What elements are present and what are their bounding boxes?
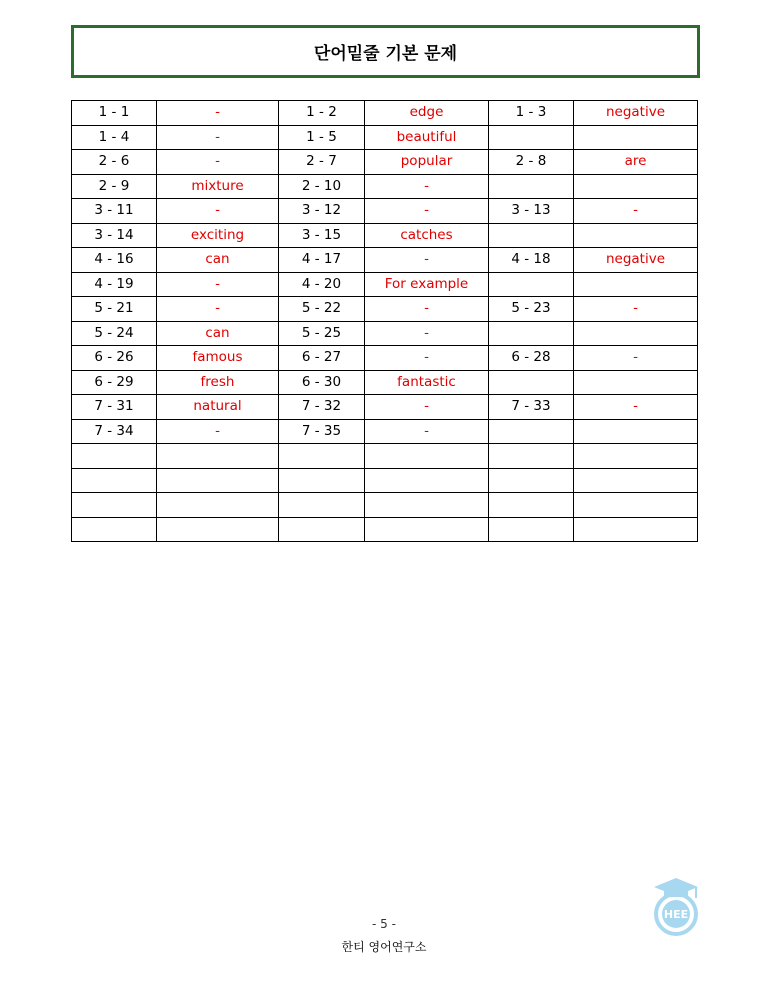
question-number-cell: 1 - 2 — [279, 101, 365, 126]
question-number-cell: 2 - 7 — [279, 150, 365, 175]
answer-cell: beautiful — [365, 125, 489, 150]
question-number-cell: 1 - 5 — [279, 125, 365, 150]
answer-cell — [157, 444, 279, 469]
question-number-cell — [72, 493, 157, 518]
answer-cell — [574, 272, 698, 297]
answer-cell — [365, 493, 489, 518]
question-number-cell: 1 - 4 — [72, 125, 157, 150]
question-number-cell — [489, 223, 574, 248]
question-number-cell — [489, 444, 574, 469]
question-number-cell: 5 - 22 — [279, 297, 365, 322]
question-number-cell — [279, 468, 365, 493]
answer-cell — [574, 468, 698, 493]
question-number-cell: 2 - 10 — [279, 174, 365, 199]
answer-cell: - — [157, 125, 279, 150]
question-number-cell — [489, 517, 574, 542]
answer-cell: mixture — [157, 174, 279, 199]
table-row — [72, 101, 698, 126]
table-row — [72, 468, 698, 493]
question-number-cell: 5 - 24 — [72, 321, 157, 346]
question-number-cell: 1 - 1 — [72, 101, 157, 126]
table-row — [72, 395, 698, 420]
question-number-cell: 7 - 33 — [489, 395, 574, 420]
answer-cell: - — [574, 346, 698, 371]
question-number-cell: 3 - 13 — [489, 199, 574, 224]
question-number-cell — [489, 419, 574, 444]
answer-cell: exciting — [157, 223, 279, 248]
question-number-cell: 5 - 21 — [72, 297, 157, 322]
answer-cell: fresh — [157, 370, 279, 395]
table-row — [72, 150, 698, 175]
answer-cell — [157, 493, 279, 518]
question-number-cell: 4 - 19 — [72, 272, 157, 297]
footer-text: 한티 영어연구소 — [341, 940, 427, 954]
question-number-cell: 6 - 28 — [489, 346, 574, 371]
question-number-cell — [489, 321, 574, 346]
question-number-cell: 4 - 18 — [489, 248, 574, 273]
answer-cell: - — [365, 297, 489, 322]
answer-cell: can — [157, 321, 279, 346]
question-number-cell: 6 - 30 — [279, 370, 365, 395]
question-number-cell: 7 - 34 — [72, 419, 157, 444]
answer-cell: - — [157, 150, 279, 175]
question-number-cell — [489, 272, 574, 297]
answer-cell: popular — [365, 150, 489, 175]
answer-cell — [365, 517, 489, 542]
question-number-cell — [279, 444, 365, 469]
table-row — [72, 517, 698, 542]
answer-cell — [365, 468, 489, 493]
question-number-cell — [489, 174, 574, 199]
page-number: - 5 - — [372, 917, 396, 931]
table-row — [72, 248, 698, 273]
table-row — [72, 321, 698, 346]
answer-cell — [574, 125, 698, 150]
question-number-cell: 6 - 29 — [72, 370, 157, 395]
answer-cell: negative — [574, 248, 698, 273]
answer-cell: - — [365, 174, 489, 199]
table-row — [72, 419, 698, 444]
question-number-cell: 3 - 11 — [72, 199, 157, 224]
question-number-cell: 4 - 16 — [72, 248, 157, 273]
answer-cell: negative — [574, 101, 698, 126]
question-number-cell — [72, 468, 157, 493]
page-title — [71, 25, 700, 78]
question-number-cell: 5 - 23 — [489, 297, 574, 322]
table-row — [72, 174, 698, 199]
answer-cell — [574, 321, 698, 346]
answer-cell — [157, 517, 279, 542]
answer-cell: catches — [365, 223, 489, 248]
answer-cell — [574, 223, 698, 248]
table-row — [72, 370, 698, 395]
answer-cell: - — [365, 199, 489, 224]
answer-cell: - — [157, 297, 279, 322]
answer-cell — [574, 517, 698, 542]
table-row — [72, 223, 698, 248]
question-number-cell — [489, 370, 574, 395]
question-number-cell — [279, 517, 365, 542]
answer-cell — [574, 444, 698, 469]
question-number-cell: 3 - 12 — [279, 199, 365, 224]
question-number-cell — [72, 517, 157, 542]
answer-cell — [574, 493, 698, 518]
question-number-cell — [279, 493, 365, 518]
answer-cell — [574, 370, 698, 395]
question-number-cell: 1 - 3 — [489, 101, 574, 126]
answer-cell: - — [365, 346, 489, 371]
answer-cell: - — [157, 101, 279, 126]
answer-cell — [365, 444, 489, 469]
question-number-cell — [489, 468, 574, 493]
answer-cell: For example — [365, 272, 489, 297]
question-number-cell: 7 - 31 — [72, 395, 157, 420]
question-number-cell: 2 - 9 — [72, 174, 157, 199]
question-number-cell: 6 - 27 — [279, 346, 365, 371]
logo-text: HEE — [663, 908, 689, 921]
question-number-cell: 2 - 8 — [489, 150, 574, 175]
table-row — [72, 272, 698, 297]
answer-cell: - — [574, 297, 698, 322]
question-number-cell: 7 - 32 — [279, 395, 365, 420]
question-number-cell: 5 - 25 — [279, 321, 365, 346]
answer-table — [71, 100, 698, 542]
question-number-cell: 4 - 17 — [279, 248, 365, 273]
table-row — [72, 493, 698, 518]
answer-cell: - — [157, 199, 279, 224]
answer-cell — [574, 419, 698, 444]
answer-cell: - — [157, 419, 279, 444]
question-number-cell: 2 - 6 — [72, 150, 157, 175]
answer-cell: fantastic — [365, 370, 489, 395]
answer-cell: are — [574, 150, 698, 175]
question-number-cell: 3 - 15 — [279, 223, 365, 248]
answer-cell: - — [365, 248, 489, 273]
question-number-cell: 6 - 26 — [72, 346, 157, 371]
page-title-text: 단어밑줄 기본 문제 — [313, 44, 458, 64]
answer-cell: edge — [365, 101, 489, 126]
question-number-cell — [489, 493, 574, 518]
answer-cell — [574, 174, 698, 199]
question-number-cell — [489, 125, 574, 150]
answer-table-body — [72, 101, 698, 542]
answer-cell: - — [365, 395, 489, 420]
answer-cell: - — [574, 199, 698, 224]
table-row — [72, 346, 698, 371]
table-row — [72, 199, 698, 224]
answer-cell: - — [365, 419, 489, 444]
answer-cell: - — [157, 272, 279, 297]
answer-cell: - — [574, 395, 698, 420]
answer-cell: - — [365, 321, 489, 346]
table-row — [72, 297, 698, 322]
answer-cell — [157, 468, 279, 493]
hee-logo-icon — [650, 876, 702, 936]
answer-cell: famous — [157, 346, 279, 371]
answer-cell: can — [157, 248, 279, 273]
question-number-cell: 4 - 20 — [279, 272, 365, 297]
question-number-cell: 3 - 14 — [72, 223, 157, 248]
answer-cell: natural — [157, 395, 279, 420]
question-number-cell — [72, 444, 157, 469]
table-row — [72, 444, 698, 469]
table-row — [72, 125, 698, 150]
question-number-cell: 7 - 35 — [279, 419, 365, 444]
